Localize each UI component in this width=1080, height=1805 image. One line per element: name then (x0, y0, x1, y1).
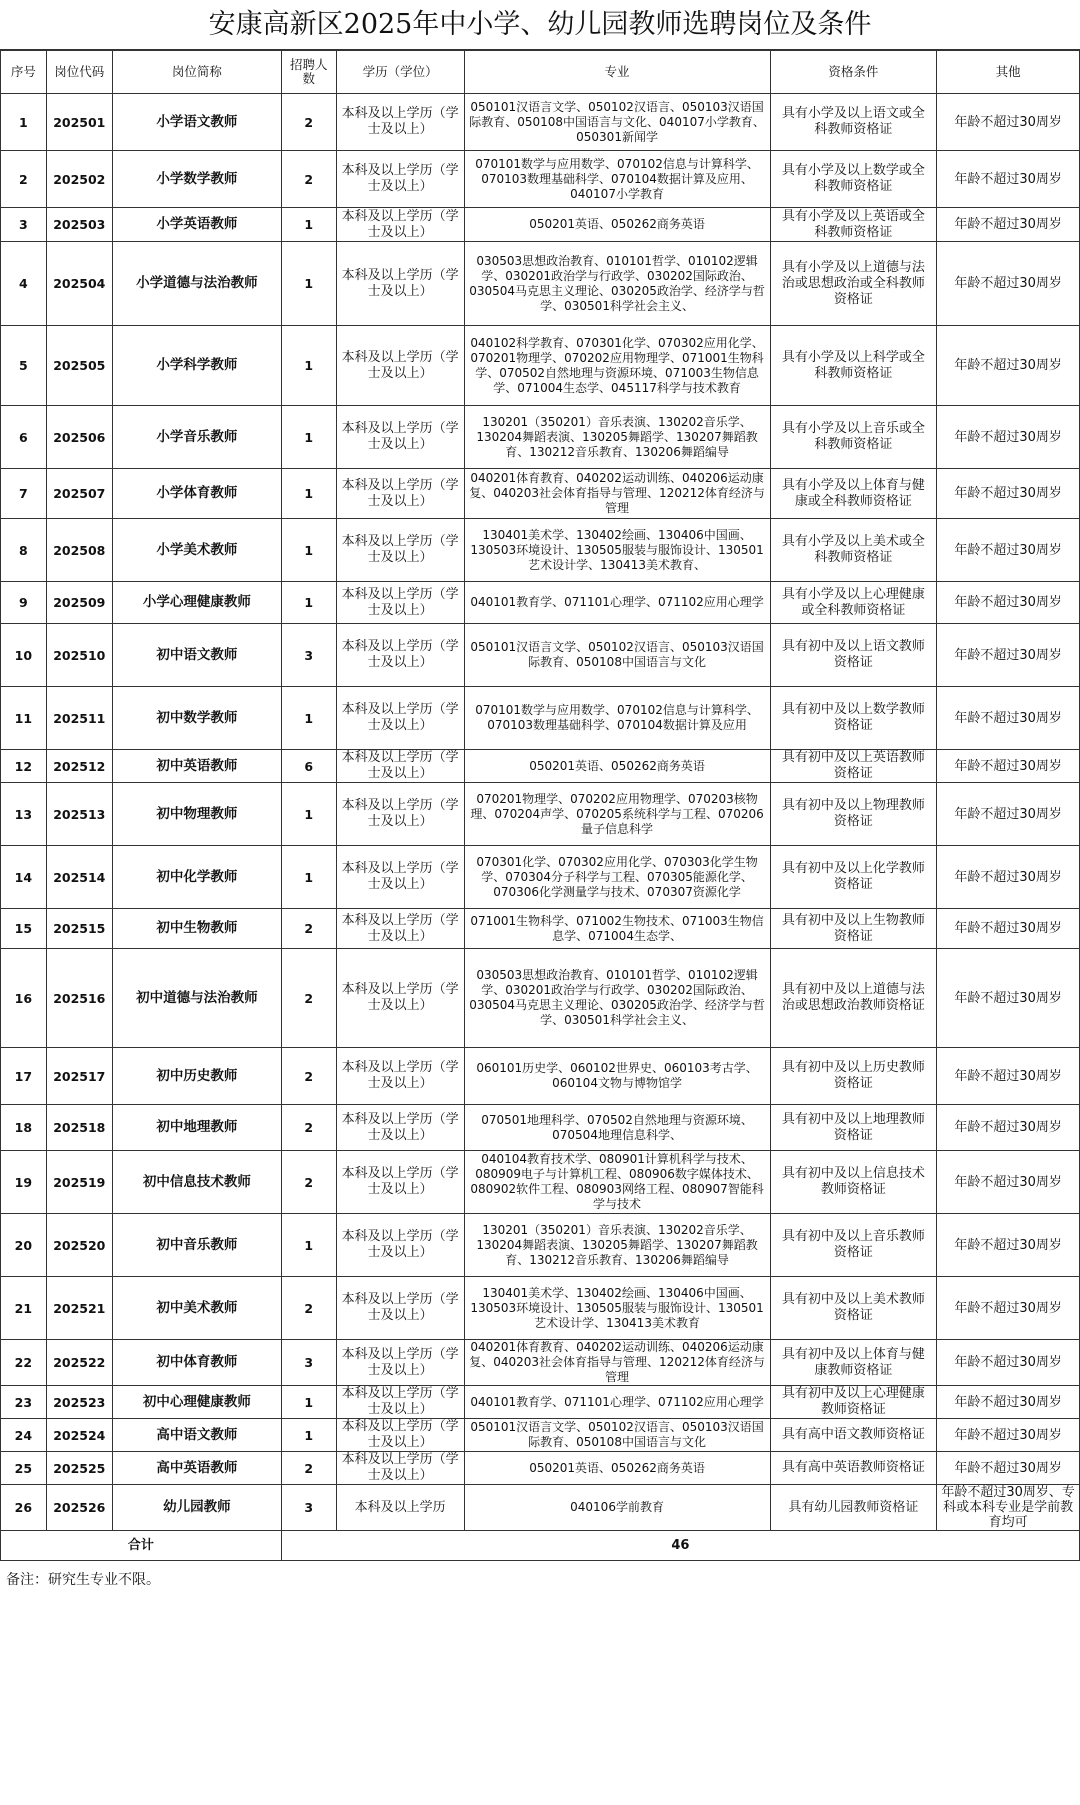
cell-count: 1 (281, 1419, 336, 1452)
cell-major: 040101教育学、071101心理学、071102应用心理学 (464, 582, 770, 624)
cell-edu: 本科及以上学历（学士及以上） (336, 519, 464, 582)
cell-count: 2 (281, 1452, 336, 1485)
table-row (1, 750, 1080, 783)
cell-count: 3 (281, 1340, 336, 1386)
cell-edu: 本科及以上学历（学士及以上） (336, 242, 464, 326)
cell-count: 1 (281, 687, 336, 750)
cell-code: 202507 (46, 469, 112, 519)
cell-major: 070201物理学、070202应用物理学、070203核物理、070204声学、070205系统科学与工程、070206量子信息科学 (464, 783, 770, 846)
cell-other: 年龄不超过30周岁 (937, 783, 1080, 846)
cell-code: 202517 (46, 1048, 112, 1105)
table-row (1, 1277, 1080, 1340)
cell-no: 3 (1, 208, 47, 242)
cell-count: 2 (281, 1048, 336, 1105)
table-row (1, 1340, 1080, 1386)
cell-edu: 本科及以上学历 (336, 1485, 464, 1531)
cell-code: 202515 (46, 909, 112, 949)
cell-major: 070501地理科学、070502自然地理与资源环境、070504地理信息科学、 (464, 1105, 770, 1151)
table-row (1, 1386, 1080, 1419)
cell-no: 22 (1, 1340, 47, 1386)
cell-count: 2 (281, 151, 336, 208)
cell-other: 年龄不超过30周岁 (937, 326, 1080, 406)
cell-name: 初中体育教师 (112, 1340, 281, 1386)
cell-edu: 本科及以上学历（学士及以上） (336, 687, 464, 750)
cell-qual: 具有初中及以上化学教师资格证 (770, 846, 937, 909)
cell-code: 202519 (46, 1151, 112, 1214)
cell-qual: 具有小学及以上道德与法治或思想政治或全科教师资格证 (770, 242, 937, 326)
cell-name: 初中地理教师 (112, 1105, 281, 1151)
cell-qual: 具有初中及以上道德与法治或思想政治教师资格证 (770, 949, 937, 1048)
cell-qual: 具有初中及以上信息技术教师资格证 (770, 1151, 937, 1214)
cell-major: 040101教育学、071101心理学、071102应用心理学 (464, 1386, 770, 1419)
header-edu: 学历（学位） (336, 51, 464, 94)
cell-major: 050201英语、050262商务英语 (464, 750, 770, 783)
header-no: 序号 (1, 51, 47, 94)
cell-edu: 本科及以上学历（学士及以上） (336, 208, 464, 242)
cell-other: 年龄不超过30周岁 (937, 624, 1080, 687)
cell-qual: 具有高中英语教师资格证 (770, 1452, 937, 1485)
cell-count: 2 (281, 1151, 336, 1214)
cell-code: 202503 (46, 208, 112, 242)
cell-no: 1 (1, 94, 47, 151)
header-name: 岗位简称 (112, 51, 281, 94)
cell-name: 初中语文教师 (112, 624, 281, 687)
cell-code: 202513 (46, 783, 112, 846)
table-row (1, 1452, 1080, 1485)
table-row (1, 94, 1080, 151)
cell-major: 070301化学、070302应用化学、070303化学生物学、070304分子科学与工程、070305能源化学、070306化学测量学与技术、070307资源化学 (464, 846, 770, 909)
cell-name: 小学美术教师 (112, 519, 281, 582)
cell-edu: 本科及以上学历（学士及以上） (336, 909, 464, 949)
table-row (1, 949, 1080, 1048)
cell-major: 071001生物科学、071002生物技术、071003生物信息学、071004生态学、 (464, 909, 770, 949)
cell-qual: 具有小学及以上英语或全科教师资格证 (770, 208, 937, 242)
cell-qual: 具有小学及以上体育与健康或全科教师资格证 (770, 469, 937, 519)
cell-name: 小学语文教师 (112, 94, 281, 151)
table-row (1, 326, 1080, 406)
cell-edu: 本科及以上学历（学士及以上） (336, 1048, 464, 1105)
table-row (1, 406, 1080, 469)
cell-count: 2 (281, 1105, 336, 1151)
cell-other: 年龄不超过30周岁 (937, 750, 1080, 783)
cell-other: 年龄不超过30周岁 (937, 949, 1080, 1048)
total-value: 46 (281, 1531, 1079, 1561)
table-row (1, 1151, 1080, 1214)
cell-other: 年龄不超过30周岁 (937, 1151, 1080, 1214)
table-row (1, 1485, 1080, 1531)
cell-code: 202504 (46, 242, 112, 326)
cell-no: 9 (1, 582, 47, 624)
cell-no: 24 (1, 1419, 47, 1452)
cell-name: 小学道德与法治教师 (112, 242, 281, 326)
table-row (1, 783, 1080, 846)
positions-table (0, 50, 1080, 1561)
header-code: 岗位代码 (46, 51, 112, 94)
cell-count: 3 (281, 624, 336, 687)
cell-other: 年龄不超过30周岁 (937, 1419, 1080, 1452)
cell-other: 年龄不超过30周岁 (937, 242, 1080, 326)
cell-no: 11 (1, 687, 47, 750)
cell-code: 202511 (46, 687, 112, 750)
cell-edu: 本科及以上学历（学士及以上） (336, 469, 464, 519)
table-row (1, 909, 1080, 949)
cell-other: 年龄不超过30周岁 (937, 1340, 1080, 1386)
cell-no: 10 (1, 624, 47, 687)
cell-edu: 本科及以上学历（学士及以上） (336, 783, 464, 846)
cell-other: 年龄不超过30周岁 (937, 151, 1080, 208)
cell-qual: 具有小学及以上音乐或全科教师资格证 (770, 406, 937, 469)
table-row (1, 846, 1080, 909)
cell-other: 年龄不超过30周岁 (937, 582, 1080, 624)
cell-qual: 具有小学及以上科学或全科教师资格证 (770, 326, 937, 406)
cell-no: 17 (1, 1048, 47, 1105)
cell-major: 040201体育教育、040202运动训练、040206运动康复、040203社会体育指导与管理、120212体育经济与管理 (464, 1340, 770, 1386)
cell-major: 050201英语、050262商务英语 (464, 208, 770, 242)
cell-count: 3 (281, 1485, 336, 1531)
cell-name: 小学数学教师 (112, 151, 281, 208)
table-row (1, 519, 1080, 582)
cell-count: 2 (281, 909, 336, 949)
cell-no: 21 (1, 1277, 47, 1340)
cell-other: 年龄不超过30周岁 (937, 1048, 1080, 1105)
cell-edu: 本科及以上学历（学士及以上） (336, 1386, 464, 1419)
cell-qual: 具有小学及以上语文或全科教师资格证 (770, 94, 937, 151)
header-other: 其他 (937, 51, 1080, 94)
cell-name: 初中心理健康教师 (112, 1386, 281, 1419)
cell-major: 050201英语、050262商务英语 (464, 1452, 770, 1485)
cell-code: 202516 (46, 949, 112, 1048)
cell-no: 19 (1, 1151, 47, 1214)
header-qual: 资格条件 (770, 51, 937, 94)
table-row (1, 208, 1080, 242)
cell-no: 4 (1, 242, 47, 326)
cell-code: 202512 (46, 750, 112, 783)
cell-other: 年龄不超过30周岁、专科或本科专业是学前教育均可 (937, 1485, 1080, 1531)
cell-no: 13 (1, 783, 47, 846)
cell-edu: 本科及以上学历（学士及以上） (336, 151, 464, 208)
cell-no: 8 (1, 519, 47, 582)
cell-other: 年龄不超过30周岁 (937, 1452, 1080, 1485)
cell-other: 年龄不超过30周岁 (937, 94, 1080, 151)
cell-name: 初中音乐教师 (112, 1214, 281, 1277)
cell-qual: 具有初中及以上生物教师资格证 (770, 909, 937, 949)
cell-edu: 本科及以上学历（学士及以上） (336, 949, 464, 1048)
cell-no: 2 (1, 151, 47, 208)
cell-edu: 本科及以上学历（学士及以上） (336, 846, 464, 909)
table-row (1, 582, 1080, 624)
cell-code: 202509 (46, 582, 112, 624)
cell-count: 1 (281, 242, 336, 326)
cell-code: 202520 (46, 1214, 112, 1277)
cell-edu: 本科及以上学历（学士及以上） (336, 1105, 464, 1151)
cell-major: 050101汉语言文学、050102汉语言、050103汉语国际教育、050108中国语言与文化、040107小学教育、050301新闻学 (464, 94, 770, 151)
cell-qual: 具有初中及以上体育与健康教师资格证 (770, 1340, 937, 1386)
table-row (1, 1105, 1080, 1151)
cell-count: 1 (281, 1214, 336, 1277)
cell-major: 050101汉语言文学、050102汉语言、050103汉语国际教育、050108中国语言与文化 (464, 624, 770, 687)
cell-other: 年龄不超过30周岁 (937, 1386, 1080, 1419)
cell-name: 小学心理健康教师 (112, 582, 281, 624)
table-row (1, 624, 1080, 687)
cell-no: 16 (1, 949, 47, 1048)
cell-code: 202525 (46, 1452, 112, 1485)
total-row (1, 1531, 1080, 1561)
cell-name: 初中数学教师 (112, 687, 281, 750)
cell-edu: 本科及以上学历（学士及以上） (336, 624, 464, 687)
cell-code: 202521 (46, 1277, 112, 1340)
cell-no: 15 (1, 909, 47, 949)
cell-major: 070101数学与应用数学、070102信息与计算科学、070103数理基础科学、070104数据计算及应用 (464, 687, 770, 750)
cell-code: 202510 (46, 624, 112, 687)
cell-code: 202514 (46, 846, 112, 909)
cell-major: 040201体育教育、040202运动训练、040206运动康复、040203社会体育指导与管理、120212体育经济与管理 (464, 469, 770, 519)
cell-edu: 本科及以上学历（学士及以上） (336, 1214, 464, 1277)
cell-count: 2 (281, 1277, 336, 1340)
cell-name: 初中化学教师 (112, 846, 281, 909)
table-row (1, 687, 1080, 750)
cell-no: 7 (1, 469, 47, 519)
cell-name: 小学体育教师 (112, 469, 281, 519)
cell-code: 202526 (46, 1485, 112, 1531)
cell-edu: 本科及以上学历（学士及以上） (336, 326, 464, 406)
cell-count: 1 (281, 326, 336, 406)
cell-major: 060101历史学、060102世界史、060103考古学、060104文物与博物馆学 (464, 1048, 770, 1105)
cell-count: 1 (281, 1386, 336, 1419)
header-count: 招聘人数 (281, 51, 336, 94)
cell-no: 12 (1, 750, 47, 783)
cell-other: 年龄不超过30周岁 (937, 846, 1080, 909)
cell-major: 040104教育技术学、080901计算机科学与技术、080909电子与计算机工程、080906数字媒体技术、080902软件工程、080903网络工程、080907智能科学与技术 (464, 1151, 770, 1214)
cell-name: 初中物理教师 (112, 783, 281, 846)
cell-count: 6 (281, 750, 336, 783)
cell-edu: 本科及以上学历（学士及以上） (336, 1419, 464, 1452)
cell-name: 初中美术教师 (112, 1277, 281, 1340)
cell-major: 030503思想政治教育、010101哲学、010102逻辑学、030201政治学与行政学、030202国际政治、030504马克思主义理论、030205政治学、经济学与哲学、030501科学社会主义、 (464, 242, 770, 326)
cell-edu: 本科及以上学历（学士及以上） (336, 94, 464, 151)
cell-count: 1 (281, 846, 336, 909)
cell-other: 年龄不超过30周岁 (937, 208, 1080, 242)
cell-qual: 具有初中及以上物理教师资格证 (770, 783, 937, 846)
table-row (1, 469, 1080, 519)
cell-name: 高中英语教师 (112, 1452, 281, 1485)
table-body (1, 94, 1080, 1531)
cell-edu: 本科及以上学历（学士及以上） (336, 582, 464, 624)
cell-other: 年龄不超过30周岁 (937, 406, 1080, 469)
cell-count: 1 (281, 519, 336, 582)
cell-major: 070101数学与应用数学、070102信息与计算科学、070103数理基础科学、070104数据计算及应用、040107小学教育 (464, 151, 770, 208)
cell-qual: 具有初中及以上数学教师资格证 (770, 687, 937, 750)
cell-other: 年龄不超过30周岁 (937, 687, 1080, 750)
cell-qual: 具有小学及以上心理健康或全科教师资格证 (770, 582, 937, 624)
cell-no: 23 (1, 1386, 47, 1419)
cell-other: 年龄不超过30周岁 (937, 1214, 1080, 1277)
cell-no: 20 (1, 1214, 47, 1277)
cell-other: 年龄不超过30周岁 (937, 1105, 1080, 1151)
cell-edu: 本科及以上学历（学士及以上） (336, 1151, 464, 1214)
cell-name: 幼儿园教师 (112, 1485, 281, 1531)
cell-major: 040102科学教育、070301化学、070302应用化学、070201物理学、070202应用物理学、071001生物科学、070502自然地理与资源环境、071003生物信息学、071004生态学、045117科学与技术教育 (464, 326, 770, 406)
cell-no: 5 (1, 326, 47, 406)
cell-code: 202524 (46, 1419, 112, 1452)
cell-edu: 本科及以上学历（学士及以上） (336, 406, 464, 469)
cell-major: 130401美术学、130402绘画、130406中国画、130503环境设计、130505服装与服饰设计、130501艺术设计学、130413美术教育、 (464, 519, 770, 582)
cell-other: 年龄不超过30周岁 (937, 469, 1080, 519)
cell-code: 202523 (46, 1386, 112, 1419)
cell-qual: 具有初中及以上历史教师资格证 (770, 1048, 937, 1105)
page-title: 安康高新区2025年中小学、幼儿园教师选聘岗位及条件 (0, 0, 1080, 50)
cell-other: 年龄不超过30周岁 (937, 1277, 1080, 1340)
table-row (1, 1214, 1080, 1277)
cell-code: 202522 (46, 1340, 112, 1386)
cell-qual: 具有初中及以上语文教师资格证 (770, 624, 937, 687)
table-row (1, 1419, 1080, 1452)
cell-edu: 本科及以上学历（学士及以上） (336, 1277, 464, 1340)
cell-no: 6 (1, 406, 47, 469)
cell-major: 130401美术学、130402绘画、130406中国画、130503环境设计、130505服装与服饰设计、130501艺术设计学、130413美术教育 (464, 1277, 770, 1340)
cell-count: 1 (281, 469, 336, 519)
cell-name: 小学科学教师 (112, 326, 281, 406)
cell-count: 1 (281, 406, 336, 469)
cell-name: 小学英语教师 (112, 208, 281, 242)
cell-qual: 具有初中及以上音乐教师资格证 (770, 1214, 937, 1277)
cell-qual: 具有高中语文教师资格证 (770, 1419, 937, 1452)
cell-qual: 具有初中及以上心理健康教师资格证 (770, 1386, 937, 1419)
cell-count: 1 (281, 582, 336, 624)
cell-major: 040106学前教育 (464, 1485, 770, 1531)
cell-code: 202502 (46, 151, 112, 208)
cell-other: 年龄不超过30周岁 (937, 909, 1080, 949)
table-row (1, 242, 1080, 326)
cell-major: 050101汉语言文学、050102汉语言、050103汉语国际教育、050108中国语言与文化 (464, 1419, 770, 1452)
cell-name: 初中历史教师 (112, 1048, 281, 1105)
cell-edu: 本科及以上学历（学士及以上） (336, 1340, 464, 1386)
cell-count: 1 (281, 783, 336, 846)
cell-other: 年龄不超过30周岁 (937, 519, 1080, 582)
cell-name: 初中英语教师 (112, 750, 281, 783)
cell-qual: 具有小学及以上美术或全科教师资格证 (770, 519, 937, 582)
cell-qual: 具有小学及以上数学或全科教师资格证 (770, 151, 937, 208)
cell-code: 202508 (46, 519, 112, 582)
cell-name: 初中信息技术教师 (112, 1151, 281, 1214)
cell-count: 1 (281, 208, 336, 242)
cell-no: 25 (1, 1452, 47, 1485)
cell-edu: 本科及以上学历（学士及以上） (336, 750, 464, 783)
cell-name: 初中道德与法治教师 (112, 949, 281, 1048)
cell-name: 高中语文教师 (112, 1419, 281, 1452)
cell-edu: 本科及以上学历（学士及以上） (336, 1452, 464, 1485)
table-row (1, 151, 1080, 208)
cell-major: 030503思想政治教育、010101哲学、010102逻辑学、030201政治学与行政学、030202国际政治、030504马克思主义理论、030205政治学、经济学与哲学、030501科学社会主义、 (464, 949, 770, 1048)
cell-name: 初中生物教师 (112, 909, 281, 949)
cell-major: 130201（350201）音乐表演、130202音乐学、130204舞蹈表演、130205舞蹈学、130207舞蹈教育、130212音乐教育、130206舞蹈编导 (464, 406, 770, 469)
footnote: 备注：研究生专业不限。 (6, 1572, 160, 1588)
cell-no: 14 (1, 846, 47, 909)
cell-no: 18 (1, 1105, 47, 1151)
cell-name: 小学音乐教师 (112, 406, 281, 469)
cell-count: 2 (281, 949, 336, 1048)
header-major: 专业 (464, 51, 770, 94)
cell-no: 26 (1, 1485, 47, 1531)
cell-major: 130201（350201）音乐表演、130202音乐学、130204舞蹈表演、130205舞蹈学、130207舞蹈教育、130212音乐教育、130206舞蹈编导 (464, 1214, 770, 1277)
cell-code: 202501 (46, 94, 112, 151)
cell-qual: 具有初中及以上英语教师资格证 (770, 750, 937, 783)
cell-qual: 具有初中及以上地理教师资格证 (770, 1105, 937, 1151)
cell-qual: 具有幼儿园教师资格证 (770, 1485, 937, 1531)
cell-code: 202506 (46, 406, 112, 469)
cell-count: 2 (281, 94, 336, 151)
cell-qual: 具有初中及以上美术教师资格证 (770, 1277, 937, 1340)
cell-code: 202518 (46, 1105, 112, 1151)
total-label: 合计 (1, 1531, 282, 1561)
table-row (1, 1048, 1080, 1105)
cell-code: 202505 (46, 326, 112, 406)
table-header-row (1, 51, 1080, 94)
